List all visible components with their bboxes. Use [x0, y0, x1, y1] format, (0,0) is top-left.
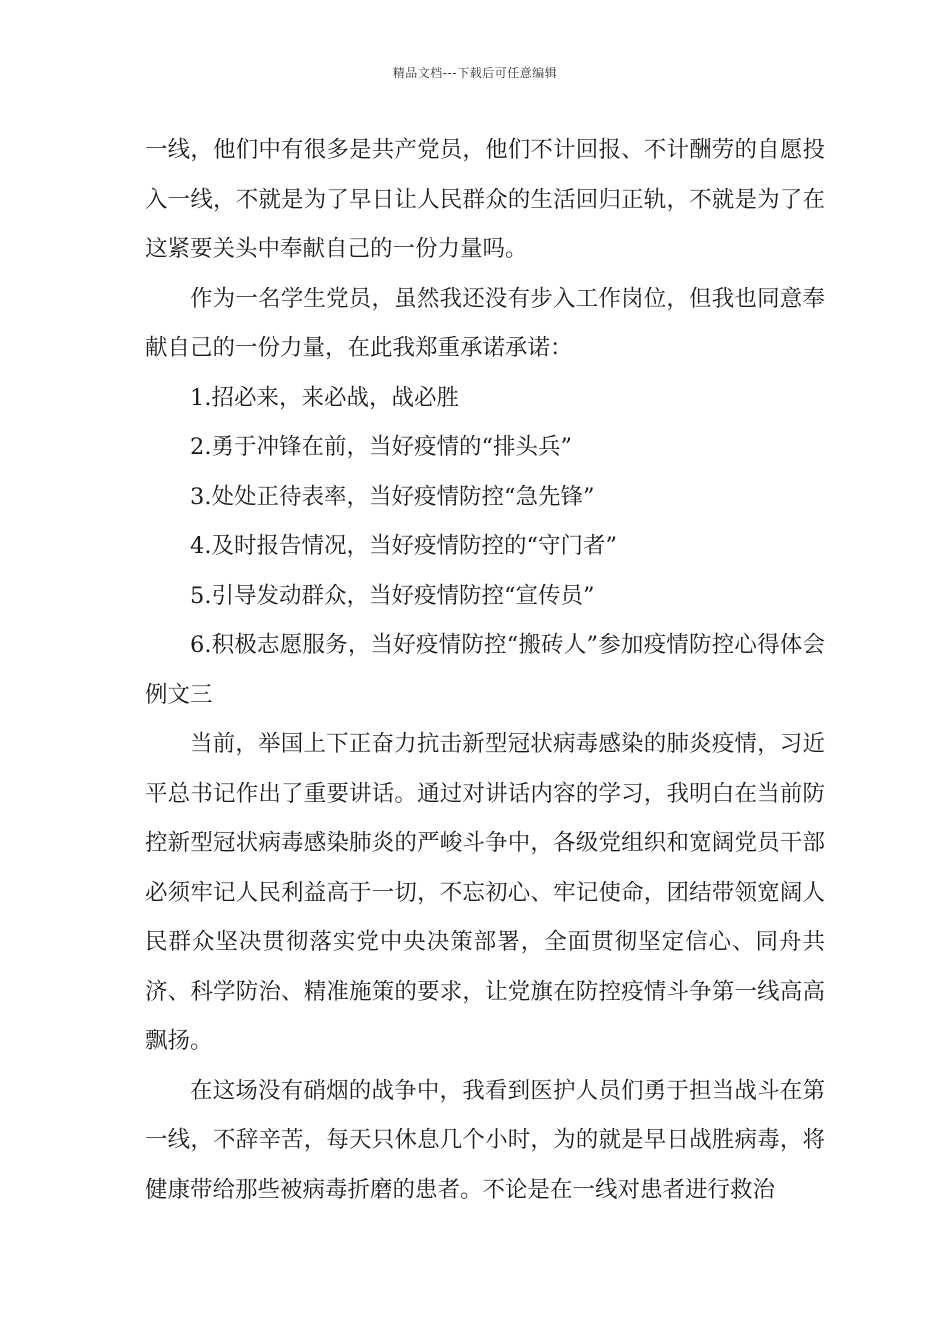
paragraph: 在这场没有硝烟的战争中，我看到医护人员们勇于担当战斗在第一线，不辞辛苦，每天只休息几个小时，为的就是早日战胜病毒，将健康带给那些被病毒折磨的患者。不论是在一线对患者进行救治	[145, 1077, 825, 1203]
list-item: 2.勇于冲锋在前，当好疫情的“排头兵”	[190, 434, 572, 460]
page-header: 精品文档---下载后可任意编辑	[392, 66, 558, 80]
paragraph: 一线，他们中有很多是共产党员，他们不计回报、不计酬劳的自愿投入一线，不就是为了早日让人民群众的生活回归正轨，不就是为了在这紧要关头中奉献自己的一份力量吗。	[145, 137, 825, 262]
list-item: 1.招必来，来必战，战必胜	[190, 384, 459, 411]
paragraph: 当前，举国上下正奋力抗击新型冠状病毒感染的肺炎疫情，习近平总书记作出了重要讲话。通过对讲话内容的学习，我明白在当前防控新型冠状病毒感染肺炎的严峻斗争中，各级党组织和宽阔党员干部必须牢记人民利益高于一切，不忘初心、牢记使命，团结带领宽阔人民群众坚决贯彻落实党中央决策部署，全面贯彻坚定信心、同舟共济、科学防治、精准施策的要求，让党旗在防控疫情斗争第一线高高飘扬。	[145, 731, 825, 1054]
list-item: 5.引导发动群众，当好疫情防控“宣传员”	[190, 582, 595, 609]
list-item: 4.及时报告情况，当好疫情防控的“守门者”	[190, 533, 617, 559]
paragraph: 作为一名学生党员，虽然我还没有步入工作岗位，但我也同意奉献自己的一份力量，在此我郑重承诺承诺：	[145, 285, 825, 361]
list-item: 6.积极志愿服务，当好疫情防控“搬砖人”参加疫情防控心得体会例文三	[145, 632, 825, 708]
document-body	[145, 126, 825, 1215]
list-item: 3.处处正待表率，当好疫情防控“急先锋”	[190, 483, 595, 510]
